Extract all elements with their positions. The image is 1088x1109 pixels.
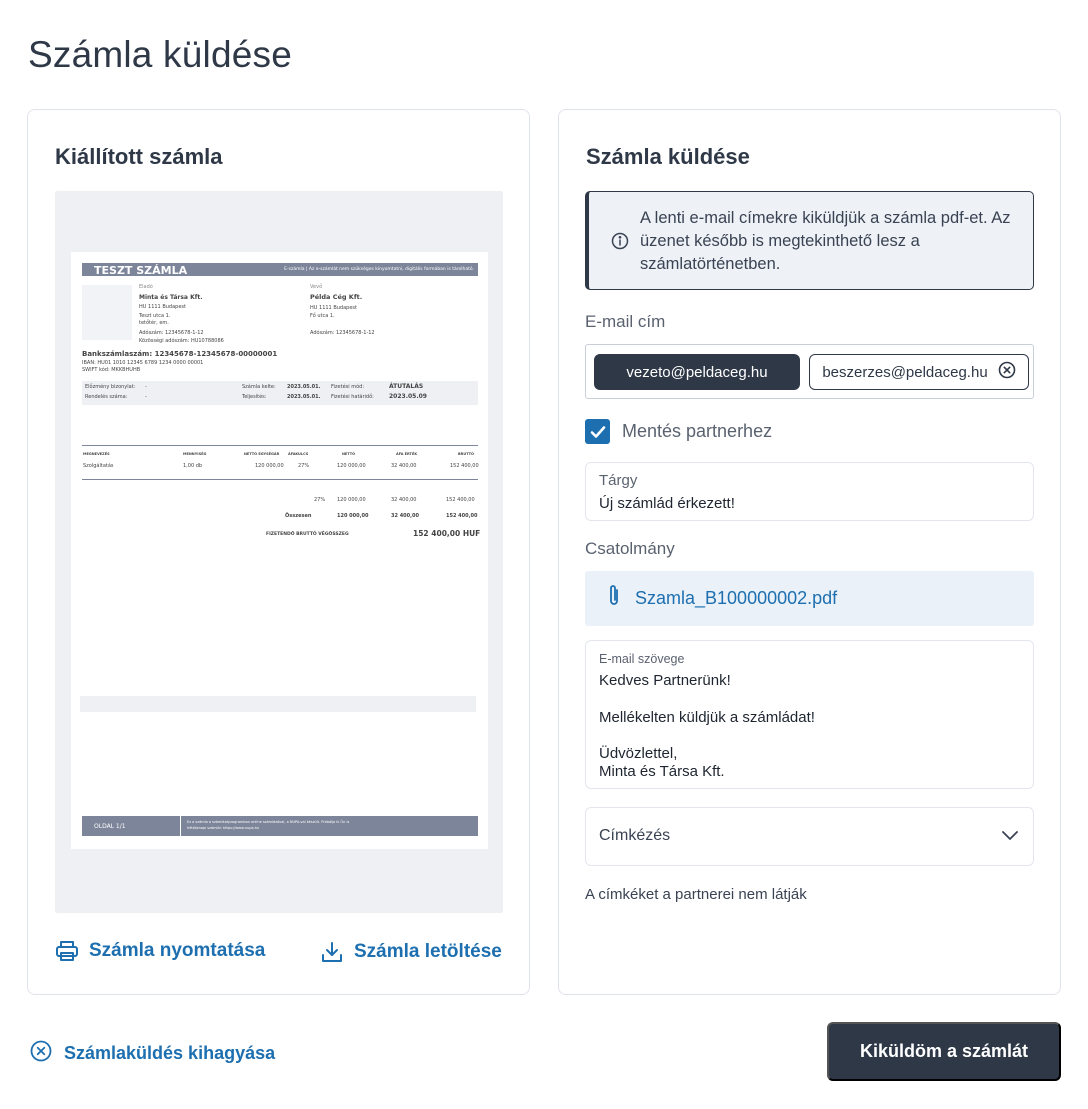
tags-hint: A címkéket a partnerei nem látják xyxy=(585,886,807,903)
buyer-tax-number: Adószám: 12345678-1-12 xyxy=(310,330,375,336)
grand-total-value: 152 400,00 HUF xyxy=(413,529,481,538)
row-item-vat: 32 400,00 xyxy=(391,463,417,469)
email-chip-text: vezeto@peldaceg.hu xyxy=(626,363,768,381)
download-icon xyxy=(320,940,344,964)
tags-dropdown[interactable] xyxy=(585,807,1034,866)
summary-vat-rate: 27% xyxy=(314,497,326,503)
attachment-item[interactable] xyxy=(585,571,1034,626)
col-header-net: NETTÓ xyxy=(342,452,356,456)
printer-icon xyxy=(55,940,79,962)
email-body-field[interactable] xyxy=(585,640,1034,789)
payment-method-value: ÁTUTALÁS xyxy=(389,383,424,390)
subject-label: Tárgy xyxy=(599,472,638,489)
invoice-footer-line-1: Ez a számla a számlázóprogramban online számlázóval, a NUPA-val készült. Próbálja ki Ön is xyxy=(187,820,350,824)
paperclip-icon xyxy=(607,583,621,614)
summary-net: 120 000,00 xyxy=(337,497,366,503)
performance-date-label: Teljesítés: xyxy=(242,394,267,400)
seller-logo-placeholder xyxy=(82,285,132,340)
email-recipients-field[interactable] xyxy=(585,344,1034,399)
row-item-unit-price: 120 000,00 xyxy=(255,463,284,469)
tags-label: Címkézés xyxy=(599,827,671,844)
seller-address-2: Teszt utca 1. xyxy=(139,313,171,319)
invoice-footer-line-2: hétköznapi számlái: https://www.nupa.hu xyxy=(187,825,260,830)
send-card xyxy=(558,109,1061,995)
invoice-header-title: TESZT SZÁMLA xyxy=(94,264,188,277)
email-body-line: Kedves Partnerünk! xyxy=(599,672,731,689)
email-label: E-mail cím xyxy=(585,312,666,331)
col-header-vat-rate: ÁFAKULCS xyxy=(288,452,309,456)
performance-date-value: 2023.05.01. xyxy=(287,394,321,400)
email-chip[interactable] xyxy=(809,354,1029,390)
invoice-header-bar xyxy=(82,263,478,276)
seller-address-3: tetőtér, em. xyxy=(139,320,169,326)
subject-field[interactable] xyxy=(585,462,1034,521)
due-date-value: 2023.05.09 xyxy=(389,393,427,400)
buyer-address-1: HU 1111 Budapest xyxy=(310,305,357,311)
seller-name: Minta és Társa Kft. xyxy=(139,294,203,301)
invoice-page-number: OLDAL 1/1 xyxy=(94,823,126,830)
row-item-net: 120 000,00 xyxy=(337,463,366,469)
email-body-line: Mellékelten küldjük a számládat! xyxy=(599,709,815,726)
save-partner-checkbox[interactable] xyxy=(585,419,610,444)
buyer-address-2: Fő utca 1. xyxy=(310,313,335,319)
skip-sending-label: Számlaküldés kihagyása xyxy=(64,1043,276,1063)
attachment-label: Csatolmány xyxy=(585,539,675,558)
download-invoice-button[interactable] xyxy=(320,940,502,964)
total-gross: 152 400,00 xyxy=(446,513,478,519)
print-invoice-button[interactable] xyxy=(55,940,265,962)
info-alert xyxy=(585,191,1034,290)
row-item-name: Szolgáltatás xyxy=(83,463,114,469)
row-item-qty: 1,00 db xyxy=(183,463,203,469)
row-item-gross: 152 400,00 xyxy=(450,463,479,469)
prev-doc-value: - xyxy=(145,384,147,390)
download-invoice-label: Számla letöltése xyxy=(354,941,502,962)
bank-account: Bankszámlaszám: 12345678-12345678-00000001 xyxy=(82,350,278,358)
attachment-filename[interactable]: Szamla_B100000002.pdf xyxy=(635,588,838,608)
summary-gross: 152 400,00 xyxy=(446,497,475,503)
info-icon xyxy=(611,232,629,255)
buyer-name: Példa Cég Kft. xyxy=(310,293,363,301)
grand-total-label: FIZETENDŐ BRUTTÓ VÉGÖSSZEG xyxy=(266,532,349,537)
chevron-down-icon xyxy=(1001,828,1019,846)
issue-date-value: 2023.05.01. xyxy=(287,384,321,390)
total-net: 120 000,00 xyxy=(337,513,369,519)
table-bottom-rule xyxy=(82,479,478,480)
summary-vat: 32 400,00 xyxy=(391,497,417,503)
email-body-line: Üdvözlettel, xyxy=(599,745,678,762)
invoice-card-title: Kiállított számla xyxy=(55,144,223,169)
total-label: Összesen xyxy=(285,513,312,519)
invoice-sheet xyxy=(71,252,488,849)
send-invoice-button[interactable]: Kiküldöm a számlát xyxy=(827,1022,1061,1081)
seller-label: Eladó xyxy=(139,284,153,290)
prev-doc-label: Előzmény bizonylat: xyxy=(85,384,136,390)
row-item-vat-rate: 27% xyxy=(298,463,310,469)
col-header-name: MEGNEVEZÉS xyxy=(83,452,110,456)
email-body-line: Minta és Társa Kft. xyxy=(599,763,725,780)
info-text: A lenti e-mail címekre kiküldjük a számla pdf-et. Az üzenet később is megtekinthető lesz a számlatörténetben. xyxy=(640,209,1011,273)
payment-method-label: Fizetési mód: xyxy=(331,384,365,390)
invoice-header-note: E-számla | Az e-számlát nem szükséges kinyomtatni, digitális formában is tárolható. xyxy=(284,267,474,272)
invoice-footer-divider xyxy=(180,816,181,836)
issue-date-label: Számla kelte: xyxy=(242,384,276,390)
swift: SWIFT kód: MKKBHUHB xyxy=(82,367,141,373)
subject-value: Új számlád érkezett! xyxy=(599,495,735,512)
col-header-unit-price: NETTÓ EGYSÉGÁR xyxy=(244,452,280,456)
page-title: Számla küldése xyxy=(28,34,292,75)
save-partner-label: Mentés partnerhez xyxy=(622,421,773,441)
print-invoice-label: Számla nyomtatása xyxy=(89,940,266,961)
total-vat: 32 400,00 xyxy=(391,513,419,519)
email-body-label: E-mail szövege xyxy=(599,652,685,666)
buyer-label: Vevő xyxy=(310,284,323,290)
due-date-label: Fizetési határidő: xyxy=(331,394,374,400)
save-partner-checkbox-row[interactable] xyxy=(585,419,772,444)
invoice-footer-bar xyxy=(82,816,478,836)
col-header-vat: ÁFA ÉRTÉK xyxy=(396,452,418,456)
iban: IBAN: HU01 1010 12345 6789 1234 0000 00001 xyxy=(82,360,204,366)
invoice-footer-note xyxy=(187,820,349,831)
check-icon xyxy=(590,425,606,439)
send-card-title: Számla küldése xyxy=(586,144,750,169)
invoice-preview xyxy=(55,191,503,913)
order-label: Rendelés száma: xyxy=(85,394,128,400)
seller-tax-number: Adószám: 12345678-1-12 xyxy=(139,330,204,336)
seller-eu-tax-number: Közösségi adószám: HU10788086 xyxy=(139,338,224,344)
order-value: - xyxy=(145,394,147,400)
email-chip[interactable] xyxy=(594,354,800,390)
invoice-blank-band xyxy=(80,696,476,712)
invoice-card xyxy=(27,109,530,995)
close-circle-icon[interactable] xyxy=(998,361,1016,383)
col-header-qty: MENNYISÉG xyxy=(183,452,207,456)
col-header-gross: BRUTTÓ xyxy=(458,452,475,456)
skip-sending-button[interactable] xyxy=(30,1040,275,1067)
table-top-rule xyxy=(82,445,478,446)
email-chip-text: beszerzes@peldaceg.hu xyxy=(822,363,988,381)
seller-address-1: HU 1111 Budapest xyxy=(139,304,186,310)
close-circle-icon xyxy=(30,1040,52,1067)
